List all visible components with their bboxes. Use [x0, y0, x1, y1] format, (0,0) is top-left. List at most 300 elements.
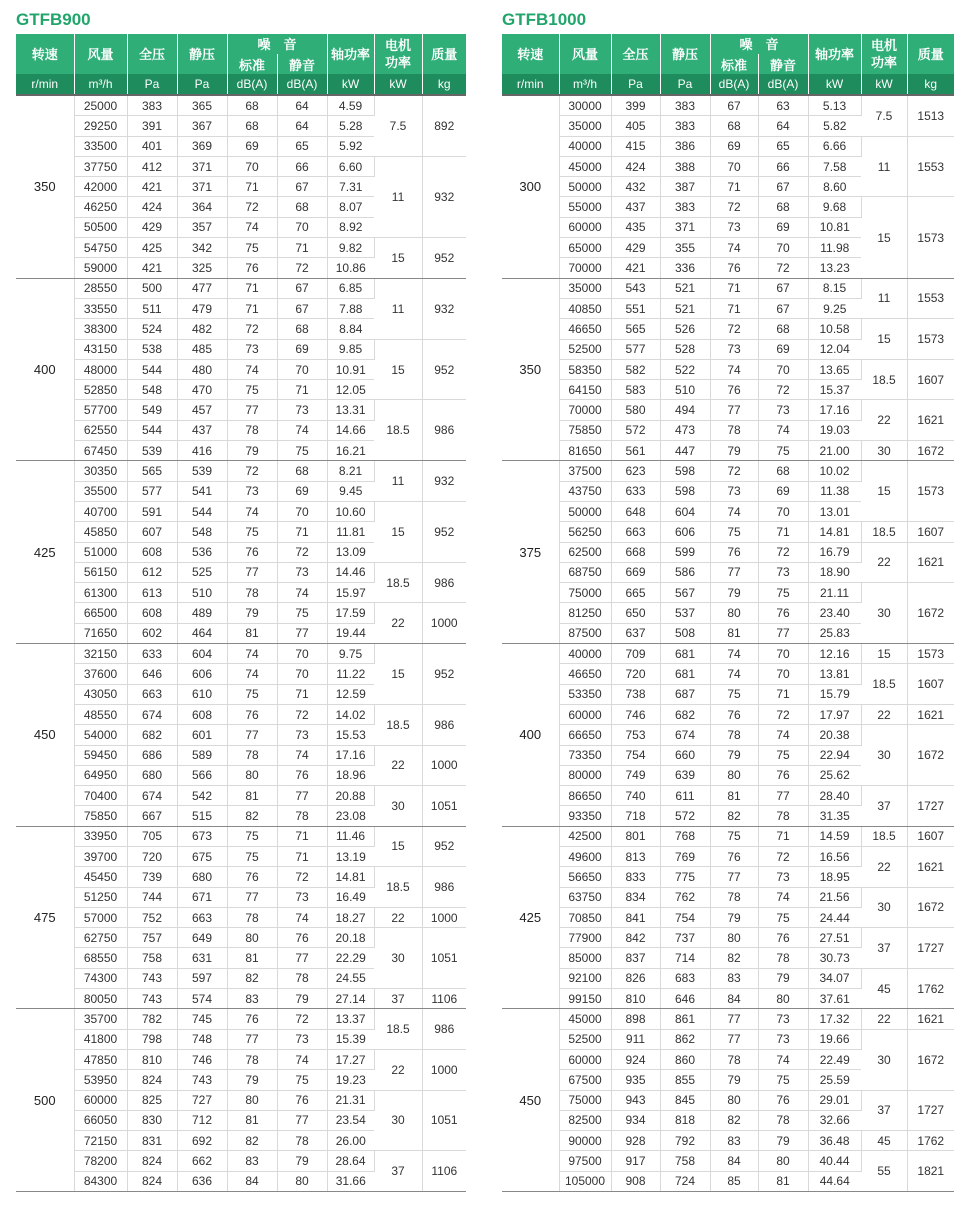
- data-cell: 73: [710, 217, 758, 237]
- data-cell: 71: [277, 238, 327, 258]
- data-cell: 743: [177, 1070, 227, 1090]
- data-cell: 83: [710, 1131, 758, 1151]
- data-cell: 11.22: [327, 664, 374, 684]
- data-cell: 75: [758, 745, 808, 765]
- data-cell: 861: [660, 1009, 710, 1029]
- data-cell: 52500: [559, 1029, 611, 1049]
- motor-power-cell: 15: [374, 238, 422, 279]
- data-cell: 26.00: [327, 1131, 374, 1151]
- data-cell: 70: [758, 359, 808, 379]
- data-cell: 663: [177, 907, 227, 927]
- data-cell: 77: [227, 887, 277, 907]
- table-row: [502, 846, 954, 866]
- data-cell: 78: [710, 887, 758, 907]
- header-noise-quiet: 静音: [758, 54, 808, 74]
- data-cell: 73: [710, 481, 758, 501]
- data-cell: 79: [710, 907, 758, 927]
- data-cell: 813: [611, 846, 660, 866]
- data-cell: 898: [611, 1009, 660, 1029]
- data-cell: 75000: [559, 1090, 611, 1110]
- data-cell: 35700: [74, 1009, 127, 1029]
- data-cell: 515: [177, 806, 227, 826]
- table-title: GTFB1000: [502, 10, 587, 29]
- header-speed: 转速: [502, 34, 559, 74]
- data-cell: 457: [177, 400, 227, 420]
- data-cell: 72: [758, 380, 808, 400]
- data-cell: 76: [758, 603, 808, 623]
- data-cell: 33950: [74, 826, 127, 846]
- header-shaft-power: 轴功率: [808, 34, 861, 74]
- data-cell: 74300: [74, 968, 127, 988]
- data-cell: 83: [227, 989, 277, 1009]
- data-cell: 32150: [74, 644, 127, 664]
- data-cell: 526: [660, 319, 710, 339]
- data-cell: 12.05: [327, 380, 374, 400]
- data-cell: 604: [660, 501, 710, 521]
- data-cell: 14.81: [327, 867, 374, 887]
- table-row: [16, 501, 466, 521]
- data-cell: 28.40: [808, 786, 861, 806]
- unit-cell: Pa: [660, 74, 710, 95]
- data-cell: 75: [277, 1070, 327, 1090]
- data-cell: 824: [127, 1151, 177, 1171]
- data-cell: 855: [660, 1070, 710, 1090]
- data-cell: 79: [710, 1070, 758, 1090]
- data-cell: 87500: [559, 623, 611, 643]
- data-cell: 75: [277, 441, 327, 461]
- data-cell: 12.59: [327, 684, 374, 704]
- data-cell: 73: [227, 481, 277, 501]
- data-cell: 548: [127, 380, 177, 400]
- data-cell: 727: [177, 1090, 227, 1110]
- data-cell: 72150: [74, 1131, 127, 1151]
- data-cell: 25.62: [808, 765, 861, 785]
- motor-power-cell: 55: [861, 1151, 907, 1192]
- data-cell: 62750: [74, 928, 127, 948]
- data-cell: 746: [177, 1049, 227, 1069]
- data-cell: 65000: [559, 238, 611, 258]
- mass-cell: 952: [422, 339, 466, 400]
- data-cell: 834: [611, 887, 660, 907]
- data-cell: 662: [177, 1151, 227, 1171]
- motor-power-cell: 11: [374, 461, 422, 502]
- data-cell: 71: [277, 380, 327, 400]
- data-cell: 8.84: [327, 319, 374, 339]
- mass-cell: 952: [422, 644, 466, 705]
- motor-power-cell: 37: [374, 989, 422, 1009]
- data-cell: 746: [611, 704, 660, 724]
- data-cell: 387: [660, 177, 710, 197]
- data-cell: 567: [660, 583, 710, 603]
- data-cell: 724: [660, 1171, 710, 1191]
- data-cell: 10.58: [808, 319, 861, 339]
- data-cell: 572: [611, 420, 660, 440]
- data-cell: 680: [177, 867, 227, 887]
- table-row: [16, 603, 466, 623]
- data-cell: 69: [758, 481, 808, 501]
- header-total-pressure: 全压: [127, 34, 177, 74]
- data-cell: 76: [710, 542, 758, 562]
- speed-cell: 350: [502, 278, 559, 461]
- data-cell: 561: [611, 441, 660, 461]
- mass-cell: 1573: [907, 461, 954, 522]
- data-cell: 64950: [74, 765, 127, 785]
- data-cell: 11.98: [808, 238, 861, 258]
- data-cell: 24.55: [327, 968, 374, 988]
- header-static-pressure: 静压: [660, 34, 710, 74]
- data-cell: 52500: [559, 339, 611, 359]
- data-cell: 485: [177, 339, 227, 359]
- data-cell: 25.83: [808, 623, 861, 643]
- motor-power-cell: 15: [374, 826, 422, 867]
- data-cell: 70850: [559, 907, 611, 927]
- data-cell: 72: [710, 461, 758, 481]
- data-cell: 75: [277, 603, 327, 623]
- table-row: [502, 400, 954, 420]
- data-cell: 81: [227, 948, 277, 968]
- data-cell: 801: [611, 826, 660, 846]
- data-cell: 81: [710, 786, 758, 806]
- data-cell: 391: [127, 116, 177, 136]
- data-cell: 738: [611, 684, 660, 704]
- data-cell: 597: [177, 968, 227, 988]
- data-cell: 78: [710, 725, 758, 745]
- data-cell: 99150: [559, 989, 611, 1009]
- data-cell: 60000: [559, 217, 611, 237]
- mass-cell: 952: [422, 826, 466, 867]
- table-row: [502, 1009, 954, 1029]
- data-cell: 542: [177, 786, 227, 806]
- data-cell: 401: [127, 136, 177, 156]
- data-cell: 10.86: [327, 258, 374, 278]
- motor-power-cell: 22: [861, 846, 907, 887]
- data-cell: 76: [710, 380, 758, 400]
- motor-power-cell: 7.5: [374, 95, 422, 156]
- data-cell: 77: [227, 725, 277, 745]
- data-cell: 67500: [559, 1070, 611, 1090]
- data-cell: 543: [611, 278, 660, 298]
- data-cell: 79: [227, 1070, 277, 1090]
- data-cell: 762: [660, 887, 710, 907]
- data-cell: 72: [277, 1009, 327, 1029]
- data-cell: 13.37: [327, 1009, 374, 1029]
- data-cell: 81: [758, 1171, 808, 1191]
- data-cell: 20.88: [327, 786, 374, 806]
- data-cell: 40000: [559, 644, 611, 664]
- data-cell: 511: [127, 298, 177, 318]
- data-cell: 78: [277, 968, 327, 988]
- data-cell: 71: [277, 826, 327, 846]
- table-row: [502, 522, 954, 542]
- table-row: [502, 928, 954, 948]
- data-cell: 75: [227, 380, 277, 400]
- data-cell: 470: [177, 380, 227, 400]
- table-row: [502, 664, 954, 684]
- table-row: [16, 1090, 466, 1110]
- data-cell: 548: [177, 522, 227, 542]
- data-cell: 826: [611, 968, 660, 988]
- table-row: [502, 95, 954, 116]
- data-cell: 29.01: [808, 1090, 861, 1110]
- data-cell: 76: [710, 258, 758, 278]
- data-cell: 70: [758, 664, 808, 684]
- data-cell: 754: [660, 907, 710, 927]
- data-cell: 80: [227, 928, 277, 948]
- motor-power-cell: 30: [861, 441, 907, 461]
- data-cell: 85000: [559, 948, 611, 968]
- table-body: [16, 95, 466, 1192]
- data-cell: 473: [660, 420, 710, 440]
- motor-power-cell: 11: [374, 156, 422, 237]
- data-cell: 40.44: [808, 1151, 861, 1171]
- table-row: [16, 95, 466, 116]
- data-cell: 544: [127, 359, 177, 379]
- data-cell: 55000: [559, 197, 611, 217]
- data-cell: 66650: [559, 725, 611, 745]
- table-row: [16, 704, 466, 724]
- data-cell: 90000: [559, 1131, 611, 1151]
- table-row: [502, 1090, 954, 1110]
- data-cell: 74: [758, 725, 808, 745]
- table-panel-gtfb900: [16, 6, 466, 1192]
- data-cell: 78: [227, 583, 277, 603]
- data-cell: 5.28: [327, 116, 374, 136]
- data-cell: 8.60: [808, 177, 861, 197]
- data-cell: 424: [127, 197, 177, 217]
- data-cell: 447: [660, 441, 710, 461]
- data-cell: 613: [127, 583, 177, 603]
- data-cell: 69: [227, 136, 277, 156]
- table-row: [502, 968, 954, 988]
- data-cell: 528: [660, 339, 710, 359]
- data-cell: 683: [660, 968, 710, 988]
- data-cell: 758: [660, 1151, 710, 1171]
- data-cell: 510: [660, 380, 710, 400]
- data-cell: 22.29: [327, 948, 374, 968]
- header-noise-std: 标准: [710, 54, 758, 74]
- data-cell: 46250: [74, 197, 127, 217]
- data-cell: 48550: [74, 704, 127, 724]
- mass-cell: 892: [422, 95, 466, 156]
- table-body: [502, 95, 954, 1192]
- data-cell: 82: [710, 948, 758, 968]
- header-static-pressure: 静压: [177, 34, 227, 74]
- data-cell: 371: [660, 217, 710, 237]
- data-cell: 73: [758, 867, 808, 887]
- data-cell: 56150: [74, 562, 127, 582]
- data-cell: 649: [177, 928, 227, 948]
- data-cell: 76: [227, 542, 277, 562]
- data-cell: 748: [177, 1029, 227, 1049]
- data-cell: 33500: [74, 136, 127, 156]
- data-cell: 9.25: [808, 298, 861, 318]
- data-cell: 82: [227, 806, 277, 826]
- data-cell: 14.46: [327, 562, 374, 582]
- motor-power-cell: 22: [861, 704, 907, 724]
- data-cell: 6.60: [327, 156, 374, 176]
- data-cell: 77: [227, 562, 277, 582]
- data-cell: 74: [710, 664, 758, 684]
- data-cell: 386: [660, 136, 710, 156]
- data-cell: 80: [758, 1151, 808, 1171]
- data-cell: 72: [227, 319, 277, 339]
- data-cell: 27.51: [808, 928, 861, 948]
- data-cell: 911: [611, 1029, 660, 1049]
- data-cell: 51250: [74, 887, 127, 907]
- data-cell: 73: [758, 1009, 808, 1029]
- data-cell: 500: [127, 278, 177, 298]
- data-cell: 76: [758, 765, 808, 785]
- data-cell: 73: [710, 339, 758, 359]
- data-cell: 668: [611, 542, 660, 562]
- data-cell: 671: [177, 887, 227, 907]
- data-cell: 49600: [559, 846, 611, 866]
- data-cell: 743: [127, 989, 177, 1009]
- data-cell: 75: [227, 684, 277, 704]
- data-cell: 74: [710, 238, 758, 258]
- data-cell: 77: [710, 1009, 758, 1029]
- unit-cell: dB(A): [710, 74, 758, 95]
- motor-power-cell: 11: [861, 278, 907, 319]
- data-cell: 421: [127, 258, 177, 278]
- data-cell: 13.09: [327, 542, 374, 562]
- data-cell: 66500: [74, 603, 127, 623]
- header-mass: 质量: [907, 34, 954, 74]
- motor-power-cell: 15: [861, 644, 907, 664]
- data-cell: 53950: [74, 1070, 127, 1090]
- data-cell: 71: [710, 278, 758, 298]
- motor-power-cell: 37: [374, 1151, 422, 1192]
- data-cell: 77: [227, 400, 277, 420]
- data-cell: 758: [127, 948, 177, 968]
- table-row: [502, 441, 954, 461]
- data-cell: 50500: [74, 217, 127, 237]
- data-cell: 508: [660, 623, 710, 643]
- data-cell: 20.38: [808, 725, 861, 745]
- data-cell: 606: [660, 522, 710, 542]
- data-cell: 78: [277, 806, 327, 826]
- mass-cell: 1621: [907, 1009, 954, 1029]
- data-cell: 25.59: [808, 1070, 861, 1090]
- mass-cell: 932: [422, 156, 466, 237]
- data-cell: 43050: [74, 684, 127, 704]
- mass-cell: 1051: [422, 786, 466, 827]
- data-cell: 31.66: [327, 1171, 374, 1191]
- data-cell: 67: [277, 298, 327, 318]
- data-cell: 78: [758, 1110, 808, 1130]
- data-cell: 37500: [559, 461, 611, 481]
- mass-cell: 986: [422, 704, 466, 745]
- data-cell: 68: [758, 461, 808, 481]
- data-cell: 17.59: [327, 603, 374, 623]
- data-cell: 21.00: [808, 441, 861, 461]
- motor-power-cell: 15: [374, 644, 422, 705]
- header-mass: 质量: [422, 34, 466, 74]
- data-cell: 22.94: [808, 745, 861, 765]
- data-cell: 608: [177, 704, 227, 724]
- table-row: [502, 644, 954, 664]
- data-cell: 71: [227, 298, 277, 318]
- motor-power-cell: 37: [861, 1090, 907, 1131]
- data-cell: 10.02: [808, 461, 861, 481]
- data-cell: 10.60: [327, 501, 374, 521]
- data-cell: 79: [710, 583, 758, 603]
- motor-power-cell: 18.5: [861, 522, 907, 542]
- data-cell: 74: [277, 1049, 327, 1069]
- motor-power-cell: 22: [861, 1009, 907, 1029]
- data-cell: 14.66: [327, 420, 374, 440]
- data-cell: 61300: [74, 583, 127, 603]
- unit-cell: kW: [861, 74, 907, 95]
- data-cell: 63: [758, 95, 808, 116]
- header-noise: 噪 音: [227, 34, 327, 54]
- data-cell: 78: [227, 1049, 277, 1069]
- data-cell: 37600: [74, 664, 127, 684]
- data-cell: 81: [227, 1110, 277, 1130]
- data-cell: 607: [127, 522, 177, 542]
- motor-power-cell: 15: [374, 501, 422, 562]
- unit-cell: Pa: [127, 74, 177, 95]
- data-cell: 76: [710, 704, 758, 724]
- data-cell: 40700: [74, 501, 127, 521]
- data-cell: 73: [277, 887, 327, 907]
- mass-cell: 1573: [907, 197, 954, 278]
- speed-cell: 450: [16, 644, 74, 827]
- table-row: [16, 339, 466, 359]
- data-cell: 782: [127, 1009, 177, 1029]
- motor-power-cell: 45: [861, 968, 907, 1009]
- data-cell: 636: [177, 1171, 227, 1191]
- data-cell: 9.68: [808, 197, 861, 217]
- data-cell: 79: [277, 989, 327, 1009]
- mass-cell: 1727: [907, 786, 954, 827]
- data-cell: 744: [127, 887, 177, 907]
- motor-power-cell: 15: [861, 319, 907, 360]
- data-cell: 81: [227, 786, 277, 806]
- data-cell: 33550: [74, 298, 127, 318]
- data-cell: 681: [660, 644, 710, 664]
- data-cell: 798: [127, 1029, 177, 1049]
- data-cell: 383: [660, 197, 710, 217]
- data-cell: 648: [611, 501, 660, 521]
- data-cell: 73: [758, 1029, 808, 1049]
- data-cell: 577: [611, 339, 660, 359]
- data-cell: 71: [758, 684, 808, 704]
- table-row: [16, 1049, 466, 1069]
- data-cell: 21.11: [808, 583, 861, 603]
- data-cell: 71650: [74, 623, 127, 643]
- data-cell: 13.23: [808, 258, 861, 278]
- data-cell: 364: [177, 197, 227, 217]
- data-cell: 29250: [74, 116, 127, 136]
- data-cell: 10.91: [327, 359, 374, 379]
- data-cell: 66: [758, 156, 808, 176]
- data-cell: 74: [227, 217, 277, 237]
- data-cell: 81: [710, 623, 758, 643]
- data-cell: 383: [127, 95, 177, 116]
- unit-cell: m³/h: [559, 74, 611, 95]
- table-row: [16, 156, 466, 176]
- data-cell: 71: [277, 522, 327, 542]
- data-cell: 565: [127, 461, 177, 481]
- data-cell: 81250: [559, 603, 611, 623]
- data-cell: 70: [277, 501, 327, 521]
- data-cell: 714: [660, 948, 710, 968]
- data-cell: 739: [127, 867, 177, 887]
- data-cell: 77: [277, 948, 327, 968]
- mass-cell: 986: [422, 400, 466, 461]
- data-cell: 45000: [559, 1009, 611, 1029]
